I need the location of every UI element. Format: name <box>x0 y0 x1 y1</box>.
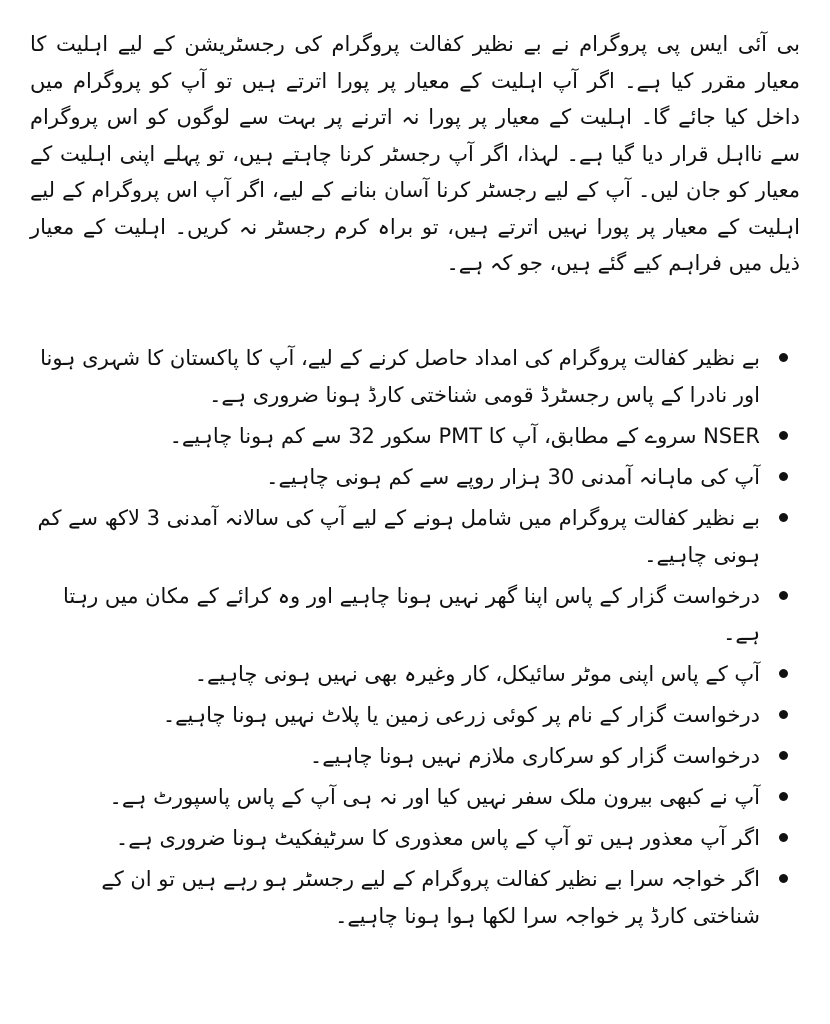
bullet-icon <box>779 751 788 760</box>
bullet-icon <box>779 874 788 883</box>
criterion-text: بے نظیر کفالت پروگرام میں شامل ہونے کے لیے آپ کی سالانہ آمدنی 3 لاکھ سے کم ہونی چاہیے۔ <box>37 505 760 567</box>
criterion-text: درخواست گزار کے پاس اپنا گھر نہیں ہونا چاہیے اور وہ کرائے کے مکان میں رہتا ہے۔ <box>63 583 760 645</box>
criterion-text: بے نظیر کفالت پروگرام کی امداد حاصل کرنے کے لیے، آپ کا پاکستان کا شہری ہونا اور نادرا کے پاس رجسٹرڈ قومی شناختی کارڈ ہونا ضروری ہے۔ <box>40 345 760 407</box>
list-item <box>30 500 800 574</box>
bullet-icon <box>779 591 788 600</box>
list-item <box>30 340 800 414</box>
criterion-text: اگر آپ معذور ہیں تو آپ کے پاس معذوری کا سرٹیفکیٹ ہونا ضروری ہے۔ <box>115 825 760 850</box>
bullet-icon <box>779 431 788 440</box>
list-item <box>30 820 800 857</box>
intro-paragraph: بی آئی ایس پی پروگرام نے بے نظیر کفالت پروگرام کی رجسٹریشن کے لیے اہلیت کا معیار مقرر کیا ہے۔ اگر آپ اہلیت کے معیار پر پورا اترتے ہیں تو آپ کو پروگرام میں داخل کیا جائے گا۔ اہلیت کے معیار پر پورا نہ اترنے پر بہت سے لوگوں کو اس پروگرام سے نااہل قرار دیا گیا ہے۔ لہذا، اگر آپ رجسٹر کرنا چاہتے ہیں، تو پہلے اپنی اہلیت کے معیار کو جان لیں۔ آپ کے لیے رجسٹر کرنا آسان بنانے کے لیے، اگر آپ اس پروگرام کے لیے اہلیت کے معیار پر پورا نہیں اترتے ہیں، تو براہ کرم رجسٹر نہ کریں۔ اہلیت کے معیار ذیل میں فراہم کیے گئے ہیں، جو کہ ہے۔ <box>30 32 800 275</box>
list-item <box>30 656 800 693</box>
list-item <box>30 697 800 734</box>
criterion-text: اگر خواجہ سرا بے نظیر کفالت پروگرام کے لیے رجسٹر ہو رہے ہیں تو ان کے شناختی کارڈ پر خواجہ سرا لکھا ہوا ہونا چاہیے۔ <box>101 866 760 928</box>
list-item <box>30 578 800 652</box>
bullet-icon <box>779 710 788 719</box>
criterion-text: آپ کے پاس اپنی موٹر سائیکل، کار وغیرہ بھی نہیں ہونی چاہیے۔ <box>194 661 760 686</box>
criterion-text: درخواست گزار کے نام پر کوئی زرعی زمین یا پلاٹ نہیں ہونا چاہیے۔ <box>162 702 760 727</box>
bullet-icon <box>779 353 788 362</box>
criterion-text: آپ کی ماہانہ آمدنی 30 ہزار روپے سے کم ہونی چاہیے۔ <box>266 464 760 489</box>
list-item <box>30 459 800 496</box>
bullet-icon <box>779 513 788 522</box>
bullet-icon <box>779 833 788 842</box>
list-item <box>30 738 800 775</box>
bullet-icon <box>779 669 788 678</box>
bullet-icon <box>779 472 788 481</box>
bullet-icon <box>779 792 788 801</box>
article-body <box>30 26 800 939</box>
list-item <box>30 418 800 455</box>
criterion-text: درخواست گزار کو سرکاری ملازم نہیں ہونا چاہیے۔ <box>309 743 760 768</box>
criterion-text: NSER سروے کے مطابق، آپ کا PMT سکور 32 سے کم ہونا چاہیے۔ <box>169 423 760 448</box>
eligibility-criteria-list <box>30 340 800 935</box>
list-item <box>30 779 800 816</box>
criterion-text: آپ نے کبھی بیرون ملک سفر نہیں کیا اور نہ ہی آپ کے پاس پاسپورٹ ہے۔ <box>109 784 760 809</box>
list-item <box>30 861 800 935</box>
